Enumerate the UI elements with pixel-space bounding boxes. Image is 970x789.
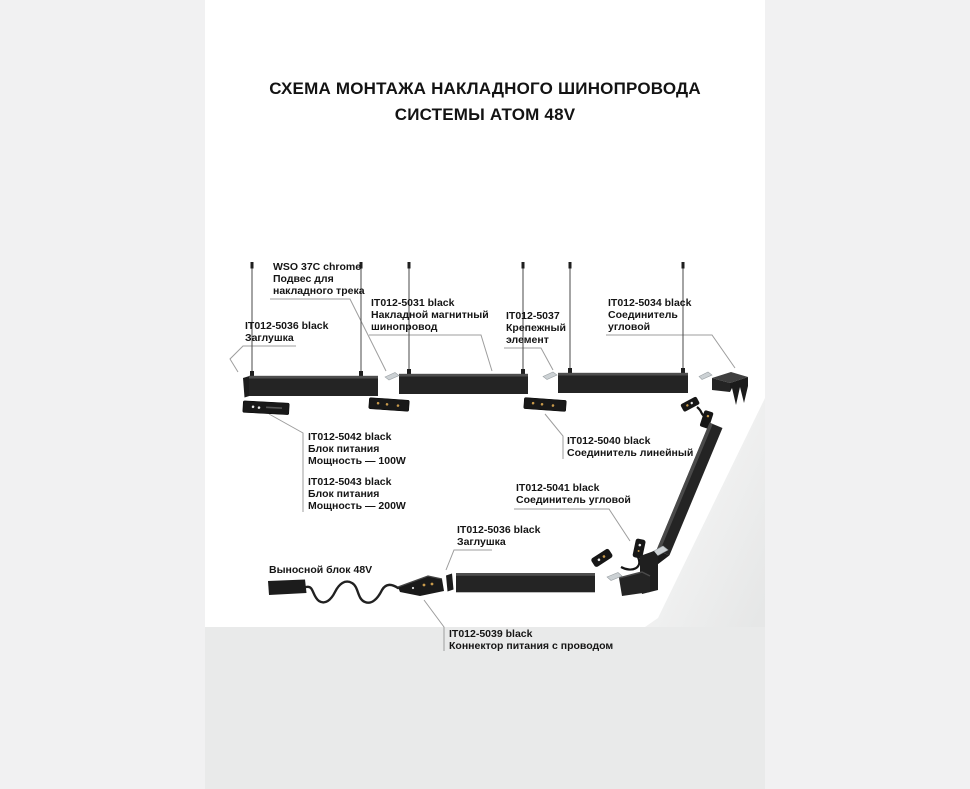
label-mount: IT012-5037 Крепежный элемент — [506, 310, 566, 346]
wall-corner-shade — [645, 398, 765, 627]
label-track: IT012-5031 black Накладной магнитный шинопровод — [371, 297, 489, 333]
label-suspension: WSO 37C chrome Подвес для накладного трека — [273, 261, 365, 297]
leader-endcap-top — [230, 346, 296, 372]
mount-clip-icon — [385, 373, 399, 381]
flex-corner-connector-top — [680, 396, 714, 429]
remote-driver-box — [268, 580, 307, 596]
track-segment-1 — [249, 376, 378, 396]
flex-connector-wire — [621, 557, 639, 570]
label-linear-5040: IT012-5040 black Соединитель линейный — [567, 435, 694, 459]
label-corner-5041: IT012-5041 black Соединитель угловой — [516, 482, 631, 506]
leader-psu — [269, 414, 303, 512]
power-supply-block — [243, 401, 290, 415]
leader-track — [369, 335, 492, 371]
flex-connector-piece — [590, 548, 613, 568]
leader-corner-5034 — [606, 335, 735, 368]
power-cable — [306, 582, 398, 603]
linear-connector-block — [369, 398, 410, 412]
leader-power-connector — [424, 600, 444, 651]
endcap-bottom — [446, 574, 454, 592]
mount-clip-icon — [543, 372, 557, 380]
title-line-1: СХЕМА МОНТАЖА НАКЛАДНОГО ШИНОПРОВОДА — [269, 79, 701, 98]
bottom-track-assembly — [268, 573, 595, 603]
leader-endcap-bottom — [446, 550, 492, 570]
track-segment-bottom — [456, 573, 595, 592]
label-psu-200: IT012-5043 black Блок питания Мощность — 200W — [308, 476, 406, 512]
bottom-corner-assembly — [590, 538, 658, 596]
power-feed-connector — [398, 576, 444, 596]
label-psu-100: IT012-5042 black Блок питания Мощность — 100W — [308, 431, 406, 467]
title-line-2: СИСТЕМЫ АТОМ 48V — [394, 105, 576, 124]
label-endcap-bottom: IT012-5036 black Заглушка — [457, 524, 541, 548]
corner-connector-5034 — [712, 372, 748, 405]
leader-linear-5040 — [545, 414, 563, 459]
mount-clip-icon — [699, 372, 712, 380]
track-row — [243, 372, 748, 405]
label-corner-5034: IT012-5034 black Соединитель угловой — [608, 297, 692, 333]
label-remote-block: Выносной блок 48V — [269, 564, 373, 576]
track-segment-2 — [399, 374, 528, 394]
linear-connector-block — [524, 398, 567, 412]
label-endcap-top: IT012-5036 black Заглушка — [245, 320, 329, 344]
under-track-connectors — [243, 398, 567, 415]
leader-lines — [230, 299, 735, 651]
page-title — [205, 76, 765, 128]
label-power-connector: IT012-5039 black Коннектор питания с проводом — [449, 628, 614, 652]
track-segment-3 — [558, 373, 688, 393]
leader-mount — [504, 348, 553, 370]
